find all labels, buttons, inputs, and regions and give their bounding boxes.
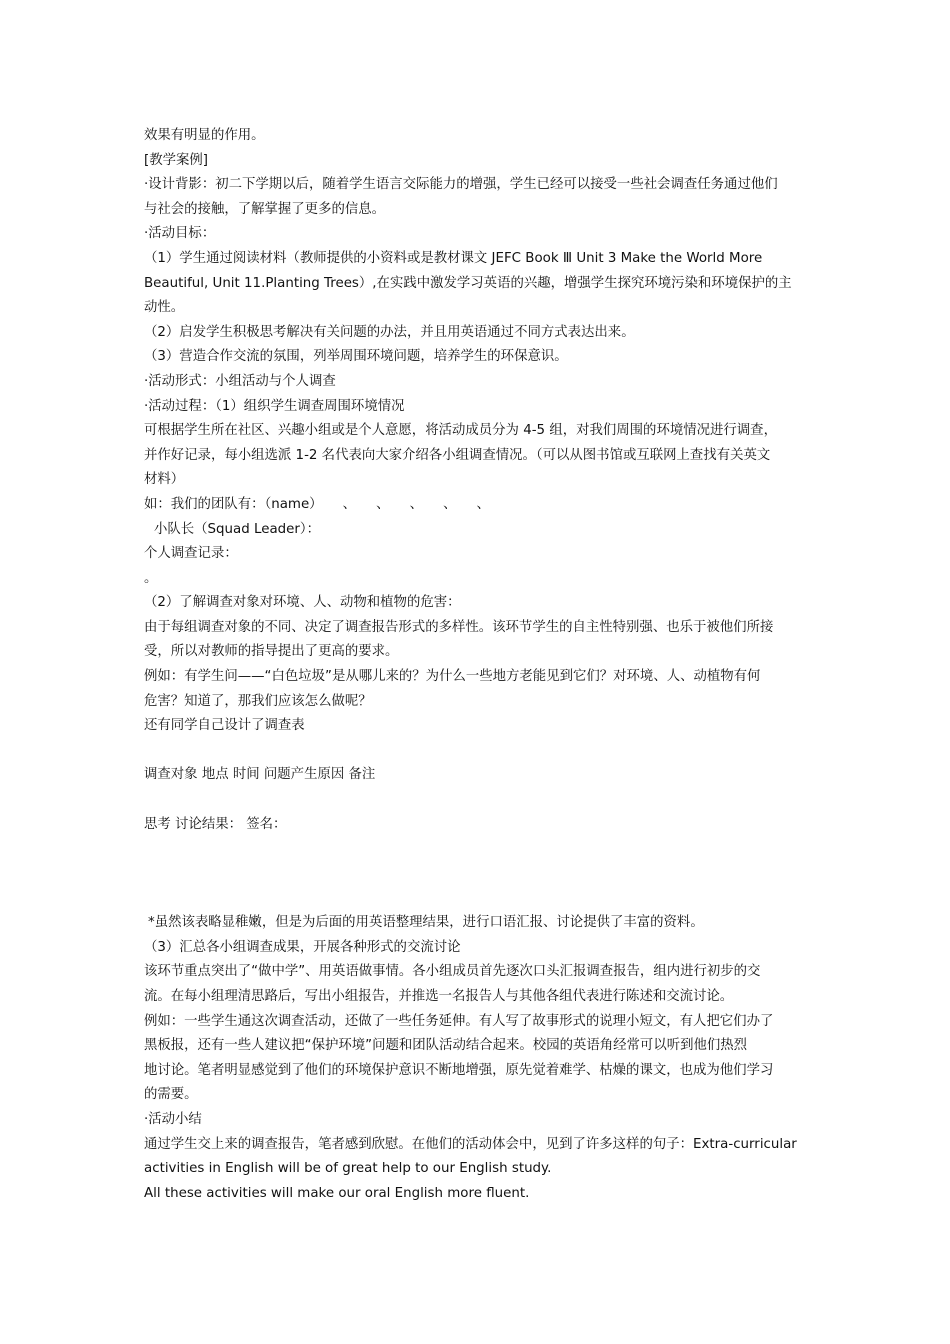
text-line: 并作好记录，每小组选派 1-2 名代表向大家介绍各小组调查情况。（可以从图书馆或互联网上查找有关英文: [144, 447, 771, 463]
text-line: 例如：一些学生通这次调查活动，还做了一些任务延伸。有人写了故事形式的说理小短文，有人把它们办了: [144, 1013, 774, 1029]
text-line: ·设计背影：初二下学期以后，随着学生语言交际能力的增强，学生已经可以接受一些社会调查任务通过他们: [144, 177, 778, 193]
text-line: 黑板报，还有一些人建议把“保护环境”问题和团队活动结合起来。校园的英语角经常可以听到他们热烈: [144, 1038, 748, 1054]
team-members-line: 如：我们的团队有：（name） 、 、 、 、 、: [144, 496, 490, 512]
text-line: 效果有明显的作用。: [144, 128, 265, 143]
text-line: （3）汇总各小组调查成果，开展各种形式的交流讨论: [144, 939, 461, 955]
text-line: ·活动过程：（1）组织学生调查周围环境情况: [144, 398, 405, 414]
squad-leader-line: 小队长（Squad Leader）：: [154, 521, 321, 537]
text-line: 流。在每小组理清思路后，写出小组报告，并推选一名报告人与其他各组代表进行陈述和交流讨论。: [144, 989, 734, 1004]
survey-table-header: 调查对象 地点 时间 问题产生原因 备注: [144, 767, 376, 783]
text-line: 由于每组调查对象的不同、决定了调查报告形式的多样性。该环节学生的自主性特别强、也乐于被他们所接: [144, 619, 774, 635]
text-line: （1）学生通过阅读材料（教师提供的小资料或是教材课文 JEFC Book Ⅲ Unit 3 Make the World More: [144, 250, 763, 266]
text-line: 与社会的接触，了解掌握了更多的信息。: [144, 201, 386, 217]
spacer: [144, 837, 814, 911]
text-line: （3）营造合作交流的氛围，列举周围环境问题，培养学生的环保意识。: [144, 349, 568, 365]
text-line: （2）了解调查对象对环境、人、动物和植物的危害：: [144, 595, 461, 611]
text-line: All these activities will make our oral English more fluent.: [144, 1185, 530, 1201]
text-line: 可根据学生所在社区、兴趣小组或是个人意愿，将活动成员分为 4-5 组，对我们周围的环境情况进行调查，: [144, 423, 777, 439]
text-line: 受，所以对教师的指导提出了更高的要求。: [144, 644, 399, 660]
text-line: 材料）: [144, 472, 185, 488]
text-line: 该环节重点突出了“做中学”、用英语做事情。各小组成员首先逐次口头汇报调查报告，组内进行初步的交: [144, 964, 761, 980]
text-line: *虽然该表略显稚嫩，但是为后面的用英语整理结果，进行口语汇报、讨论提供了丰富的资料。: [148, 915, 704, 931]
discussion-signature-line: 思考 讨论结果： 签名：: [144, 816, 287, 832]
text-line: 地讨论。笔者明显感觉到了他们的环境保护意识不断地增强，原先觉着难学、枯燥的课文，也成为他们学习: [144, 1062, 774, 1078]
text-line: ·活动小结: [144, 1111, 202, 1127]
text-line: 例如：有学生问——“白色垃圾”是从哪儿来的？为什么一些地方老能见到它们？对环境、人、动植物有何: [144, 669, 761, 685]
text-line: activities in English will be of great help to our English study.: [144, 1161, 552, 1177]
text-line: Beautiful, Unit 11.Planting Trees）,在实践中激发学习英语的兴趣，增强学生探究环境污染和环境保护的主: [144, 275, 792, 291]
text-line: 通过学生交上来的调查报告，笔者感到欣慰。在他们的活动体会中，见到了许多这样的句子：Extra-curricular: [144, 1136, 797, 1152]
text-line: 。: [144, 570, 158, 586]
text-line: 还有同学自己设计了调查表: [144, 718, 305, 734]
text-line: ·活动目标：: [144, 226, 216, 242]
text-line: 个人调查记录：: [144, 546, 238, 562]
section-heading: [教学案例]: [144, 152, 209, 168]
text-line: 危害？知道了，那我们应该怎么做呢？: [144, 693, 372, 709]
spacer: [144, 739, 814, 764]
text-line: （2）启发学生积极思考解决有关问题的办法，并且用英语通过不同方式表达出来。: [144, 324, 635, 340]
text-line: ·活动形式：小组活动与个人调查: [144, 373, 336, 389]
text-line: 动性。: [144, 300, 185, 316]
document-page: [144, 124, 814, 1206]
spacer: [144, 788, 814, 813]
text-line: 的需要。: [144, 1087, 198, 1103]
